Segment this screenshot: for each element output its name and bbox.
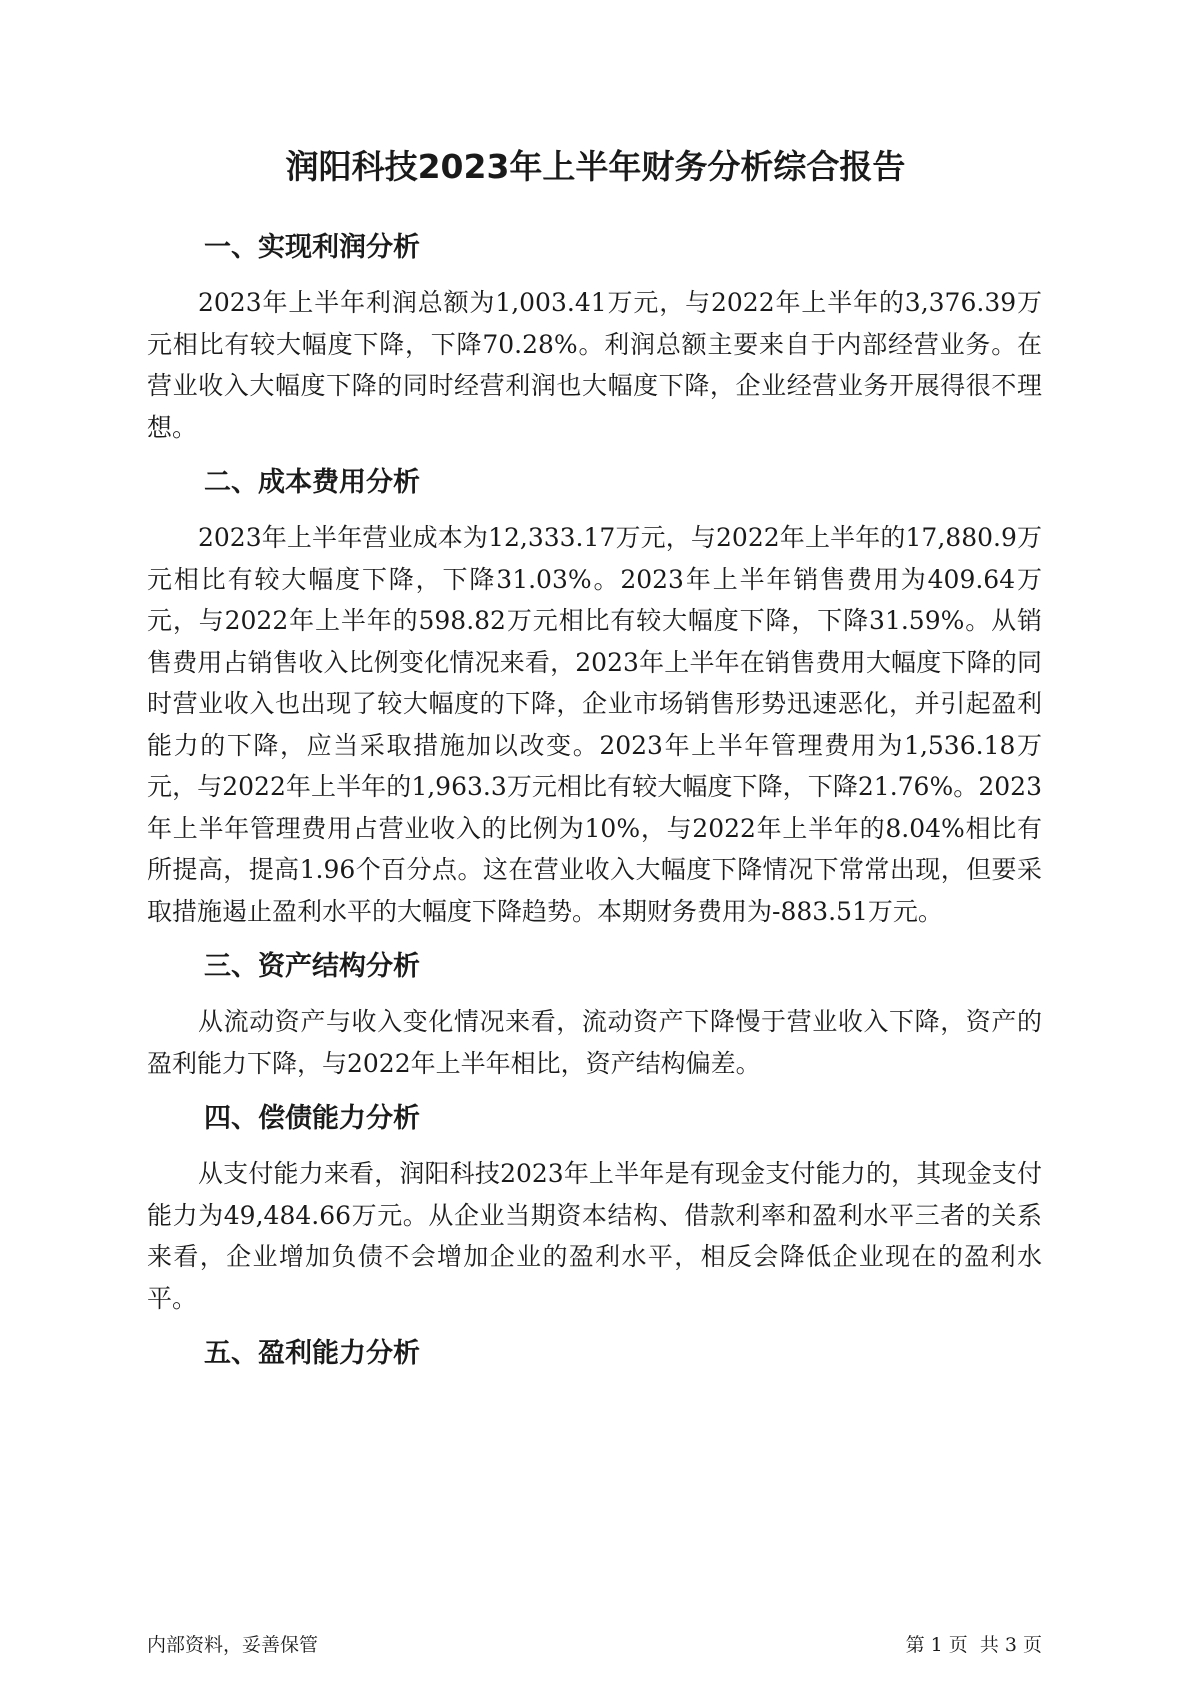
document-title: 润阳科技2023年上半年财务分析综合报告 [285, 147, 906, 186]
footer-confidential-note: 内部资料，妥善保管 [147, 1634, 319, 1656]
section-heading: 一、实现利润分析 [204, 232, 420, 263]
section-profitability-analysis [147, 1334, 1042, 1374]
section-paragraph: 2023年上半年利润总额为1,003.41万元，与2022年上半年的3,376.39万元相比有较大幅度下降，下降70.28%。利润总额主要来自于内部经营业务。在营业收入大幅度下降的同时经营利润也大幅度下降，企业经营业务开展得很不理想。 [147, 288, 1042, 442]
section-paragraph: 从支付能力来看，润阳科技2023年上半年是有现金支付能力的，其现金支付能力为49,484.66万元。从企业当期资本结构、借款利率和盈利水平三者的关系来看，企业增加负债不会增加企业的盈利水平，相反会降低企业现在的盈利水平。 [147, 1159, 1042, 1313]
document-body [147, 228, 1042, 1374]
section-paragraph: 从流动资产与收入变化情况来看，流动资产下降慢于营业收入下降，资产的盈利能力下降，与2022年上半年相比，资产结构偏差。 [147, 1007, 1042, 1078]
section-asset-structure-analysis [147, 947, 1042, 1084]
section-paragraph: 2023年上半年营业成本为12,333.17万元，与2022年上半年的17,880.9万元相比有较大幅度下降，下降31.03%。2023年上半年销售费用为409.64万元，与2022年上半年的598.82万元相比有较大幅度下降，下降31.59%。从销售费用占销售收入比例变化情况来看，2023年上半年在销售费用大幅度下降的同时营业收入也出现了较大幅度的下降，企业市场销售形势迅速恶化，并引起盈利能力的下降，应当采取措施加以改变。2023年上半年管理费用为1,536.18万元，与2022年上半年的1,963.3万元相比有较大幅度下降，下降21.76%。2023年上半年管理费用占营业收入的比例为10%，与2022年上半年的8.04%相比有所提高，提高1.96个百分点。这在营业收入大幅度下降情况下常常出现，但要采取措施遏止盈利水平的大幅度下降趋势。本期财务费用为-883.51万元。 [147, 523, 1042, 926]
footer-page-number: 第 1 页 共 3 页 [905, 1634, 1042, 1656]
section-heading: 二、成本费用分析 [204, 467, 420, 498]
section-solvency-analysis [147, 1099, 1042, 1319]
section-heading: 五、盈利能力分析 [204, 1338, 420, 1369]
section-heading: 四、偿债能力分析 [204, 1103, 420, 1134]
section-cost-analysis [147, 463, 1042, 932]
section-profit-analysis [147, 228, 1042, 448]
section-heading: 三、资产结构分析 [204, 951, 420, 982]
